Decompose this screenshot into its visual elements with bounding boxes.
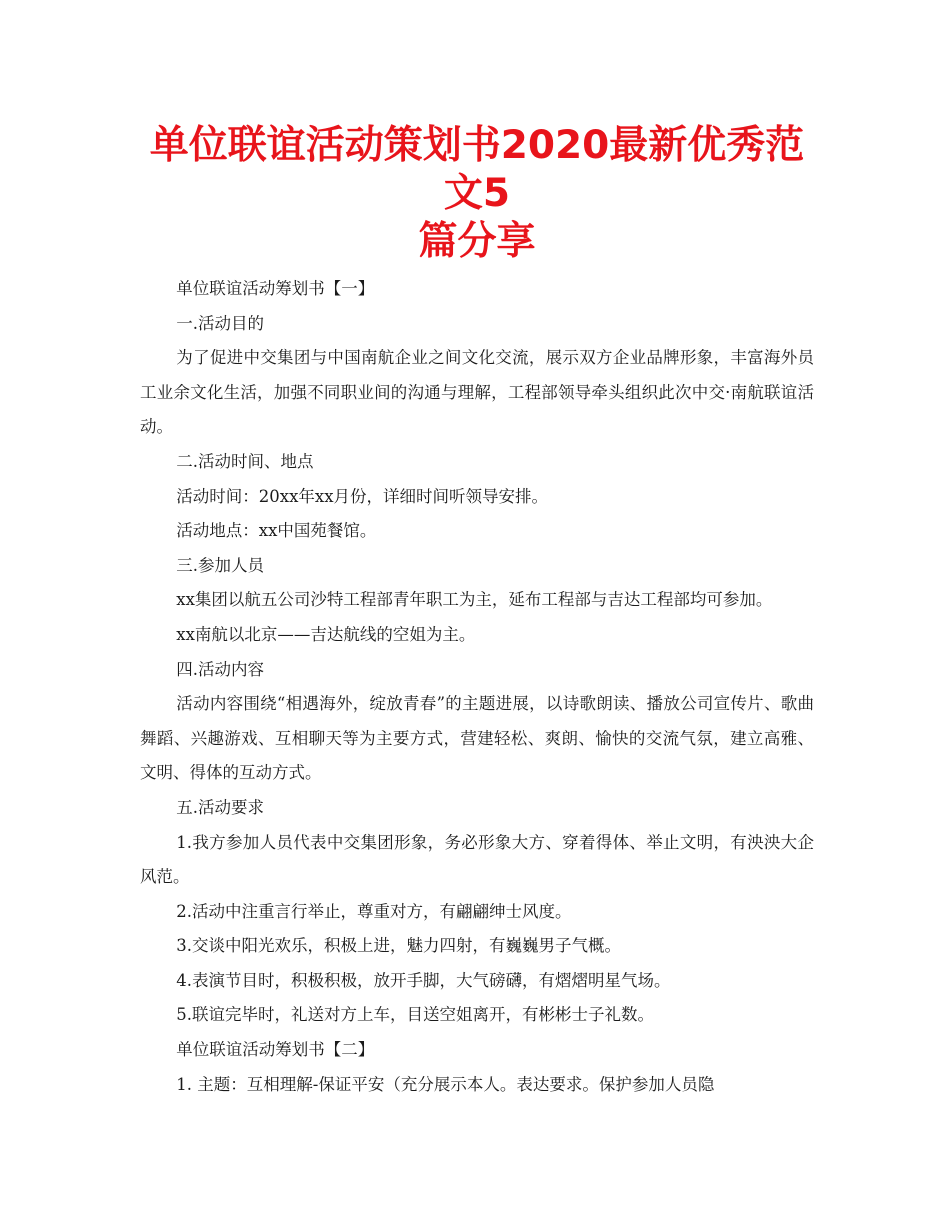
section-heading-plan-1: 单位联谊活动筹划书【一】 [176, 279, 375, 298]
heading-requirements: 五.活动要求 [176, 797, 265, 817]
section-heading-plan-2: 单位联谊活动筹划书【二】 [176, 1040, 375, 1060]
plan-2-item-1: 1. 主题：互相理解-保证平安（充分展示本人。表达要求。保护参加人员隐 [176, 1074, 715, 1094]
requirement-item-1: 1.我方参加人员代表中交集团形象，务必形象大方、穿着得体、举止文明，有泱泱大企风范。 [140, 832, 814, 887]
title-line-2: 篇分享 [418, 219, 536, 264]
paragraph-purpose: 为了促进中交集团与中国南航企业之间文化交流，展示双方企业品牌形象，丰富海外员工业余文化生活，加强不同职业间的沟通与理解，工程部领导牵头组织此次中交·南航联谊活动。 [140, 348, 814, 437]
heading-participants: 三.参加人员 [176, 555, 265, 575]
title-line-1: 单位联谊活动策划书2020最新优秀范文5 [149, 123, 805, 216]
paragraph-location: 活动地点：xx中国苑餐馆。 [176, 521, 377, 541]
heading-activity-purpose: 一.活动目的 [176, 313, 265, 333]
paragraph-content: 活动内容围绕“相遇海外，绽放青春”的主题进展，以诗歌朗读、播放公司宣传片、歌曲舞蹈、兴趣游戏、互相聊天等为主要方式，营建轻松、爽朗、愉快的交流气氛，建立高雅、文明、得体的互动方式。 [140, 694, 814, 783]
heading-time-location: 二.活动时间、地点 [176, 451, 314, 471]
document-body [140, 272, 814, 1102]
heading-activity-content: 四.活动内容 [176, 659, 265, 679]
requirement-item-4: 4.表演节目时，积极积极，放开手脚，大气磅礴，有熠熠明星气场。 [176, 970, 671, 990]
requirement-item-5: 5.联谊完毕时，礼送对方上车，目送空姐离开，有彬彬士子礼数。 [176, 1005, 655, 1025]
requirement-item-2: 2.活动中注重言行举止，尊重对方，有翩翩绅士风度。 [176, 901, 572, 921]
paragraph-participants-group: xx集团以航五公司沙特工程部青年职工为主，延布工程部与吉达工程部均可参加。 [176, 590, 773, 610]
requirement-item-3: 3.交谈中阳光欢乐，积极上进，魅力四射，有巍巍男子气概。 [176, 936, 622, 956]
paragraph-participants-airline: xx南航以北京——吉达航线的空姐为主。 [176, 624, 476, 644]
document-title [140, 122, 814, 266]
paragraph-time: 活动时间：20xx年xx月份，详细时间听领导安排。 [176, 486, 549, 506]
